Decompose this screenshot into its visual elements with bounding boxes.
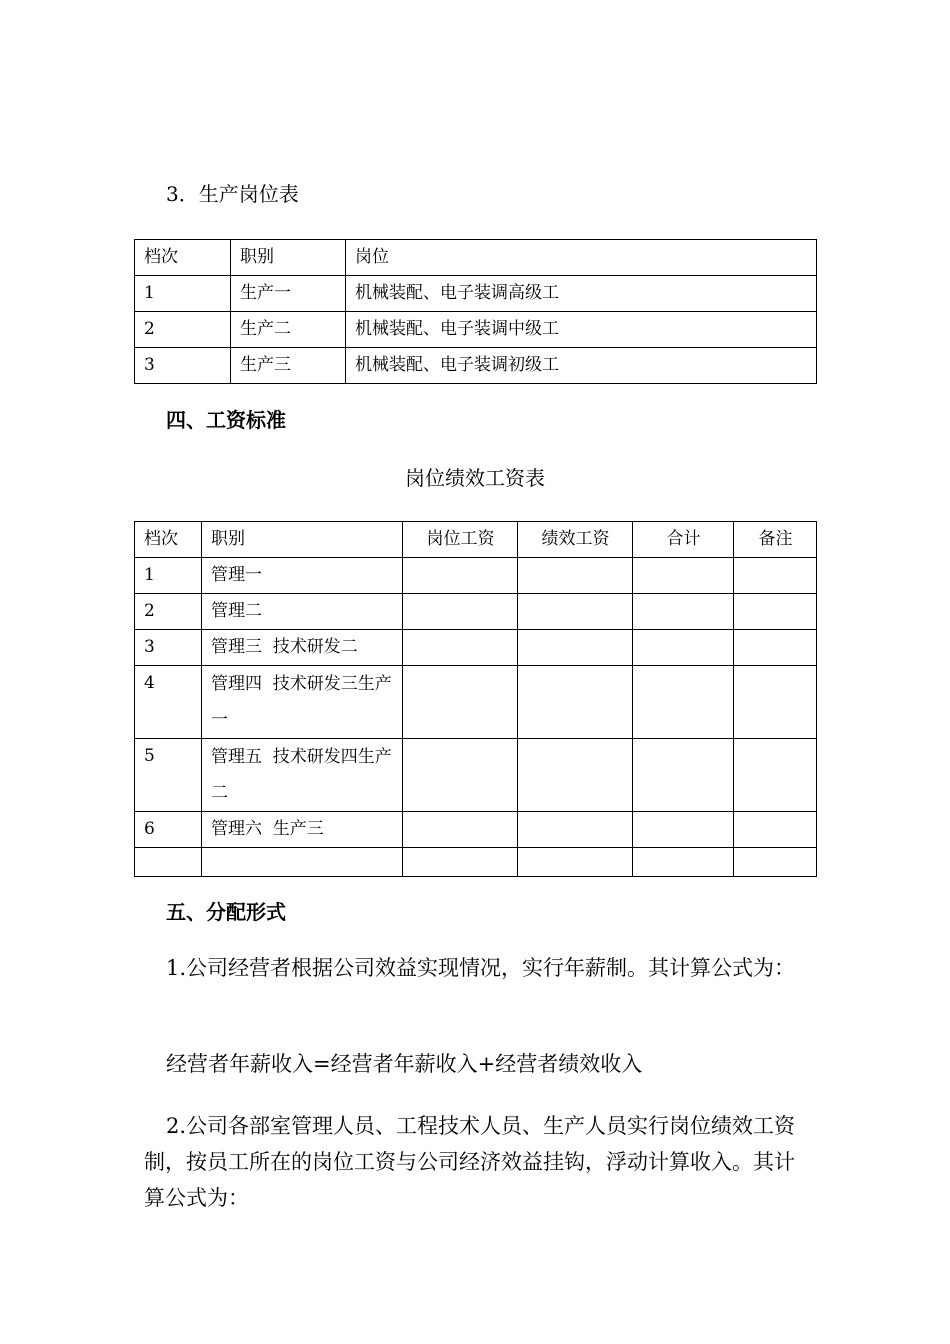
- empty-cell: [734, 739, 817, 812]
- empty-cell: [633, 739, 734, 812]
- empty-cell: [734, 630, 817, 666]
- empty-cell: [202, 848, 403, 877]
- empty-cell: [734, 812, 817, 848]
- salary-table: [134, 521, 817, 877]
- formula: 经营者年薪收入=经营者年薪收入+经营者绩效收入: [166, 1052, 643, 1076]
- table-cell: 管理四 技术研发三生产一: [202, 666, 403, 739]
- empty-cell: [518, 630, 633, 666]
- empty-cell: [633, 848, 734, 877]
- table-cell: 2: [135, 312, 231, 348]
- table-cell: 生产二: [231, 312, 346, 348]
- paragraph: 1.公司经营者根据公司效益实现情况，实行年薪制。其计算公式为：: [166, 956, 796, 980]
- empty-cell: [518, 594, 633, 630]
- section-heading: 五、分配形式: [166, 900, 286, 924]
- table-row-empty: [135, 848, 817, 877]
- header-cell: 职别: [202, 522, 403, 558]
- table-cell: 管理三 技术研发二: [202, 630, 403, 666]
- table-header-row: [135, 522, 817, 558]
- table-cell: 4: [135, 666, 202, 739]
- table-row: [135, 558, 817, 594]
- empty-cell: [403, 812, 518, 848]
- empty-cell: [403, 630, 518, 666]
- table-row: [135, 348, 817, 384]
- empty-cell: [403, 558, 518, 594]
- header-cell: 合计: [633, 522, 734, 558]
- paragraph: 2.公司各部室管理人员、工程技术人员、生产人员实行岗位绩效工资制，按员工所在的岗位工资与公司经济效益挂钩，浮动计算收入。其计算公式为：: [144, 1114, 796, 1210]
- header-cell: 岗位: [346, 240, 817, 276]
- empty-cell: [518, 812, 633, 848]
- header-cell: 备注: [734, 522, 817, 558]
- table-row: [135, 739, 817, 812]
- table-cell: 管理五 技术研发四生产二: [202, 739, 403, 812]
- table-cell: 管理二: [202, 594, 403, 630]
- table-row: [135, 666, 817, 739]
- empty-cell: [734, 666, 817, 739]
- empty-cell: [734, 558, 817, 594]
- empty-cell: [633, 812, 734, 848]
- table-row: [135, 630, 817, 666]
- table-header-row: [135, 240, 817, 276]
- empty-cell: [734, 848, 817, 877]
- empty-cell: [518, 666, 633, 739]
- empty-cell: [518, 739, 633, 812]
- empty-cell: [403, 666, 518, 739]
- table-cell: 生产一: [231, 276, 346, 312]
- table-cell: 管理六 生产三: [202, 812, 403, 848]
- table-row: [135, 312, 817, 348]
- table-caption: 岗位绩效工资表: [405, 466, 545, 490]
- empty-cell: [403, 848, 518, 877]
- empty-cell: [518, 848, 633, 877]
- header-cell: 职别: [231, 240, 346, 276]
- section-heading: 四、工资标准: [166, 408, 286, 432]
- table-cell: 机械装配、电子装调中级工: [346, 312, 817, 348]
- table-cell: 机械装配、电子装调初级工: [346, 348, 817, 384]
- empty-cell: [633, 630, 734, 666]
- header-cell: 岗位工资: [403, 522, 518, 558]
- table-cell: 3: [135, 630, 202, 666]
- table-cell: 6: [135, 812, 202, 848]
- empty-cell: [403, 594, 518, 630]
- empty-cell: [633, 558, 734, 594]
- empty-cell: [518, 558, 633, 594]
- section-title: 3．生产岗位表: [166, 182, 299, 206]
- table-cell: 1: [135, 558, 202, 594]
- table-cell: 3: [135, 348, 231, 384]
- table-cell: 机械装配、电子装调高级工: [346, 276, 817, 312]
- table-cell: 生产三: [231, 348, 346, 384]
- header-cell: 绩效工资: [518, 522, 633, 558]
- table-cell: 1: [135, 276, 231, 312]
- header-cell: 档次: [135, 240, 231, 276]
- table-cell: 2: [135, 594, 202, 630]
- header-cell: 档次: [135, 522, 202, 558]
- empty-cell: [633, 594, 734, 630]
- empty-cell: [135, 848, 202, 877]
- table-row: [135, 594, 817, 630]
- table-cell: 管理一: [202, 558, 403, 594]
- empty-cell: [633, 666, 734, 739]
- table-cell: 5: [135, 739, 202, 812]
- empty-cell: [734, 594, 817, 630]
- empty-cell: [403, 739, 518, 812]
- production-position-table: [134, 239, 817, 384]
- table-row: [135, 276, 817, 312]
- table-row: [135, 812, 817, 848]
